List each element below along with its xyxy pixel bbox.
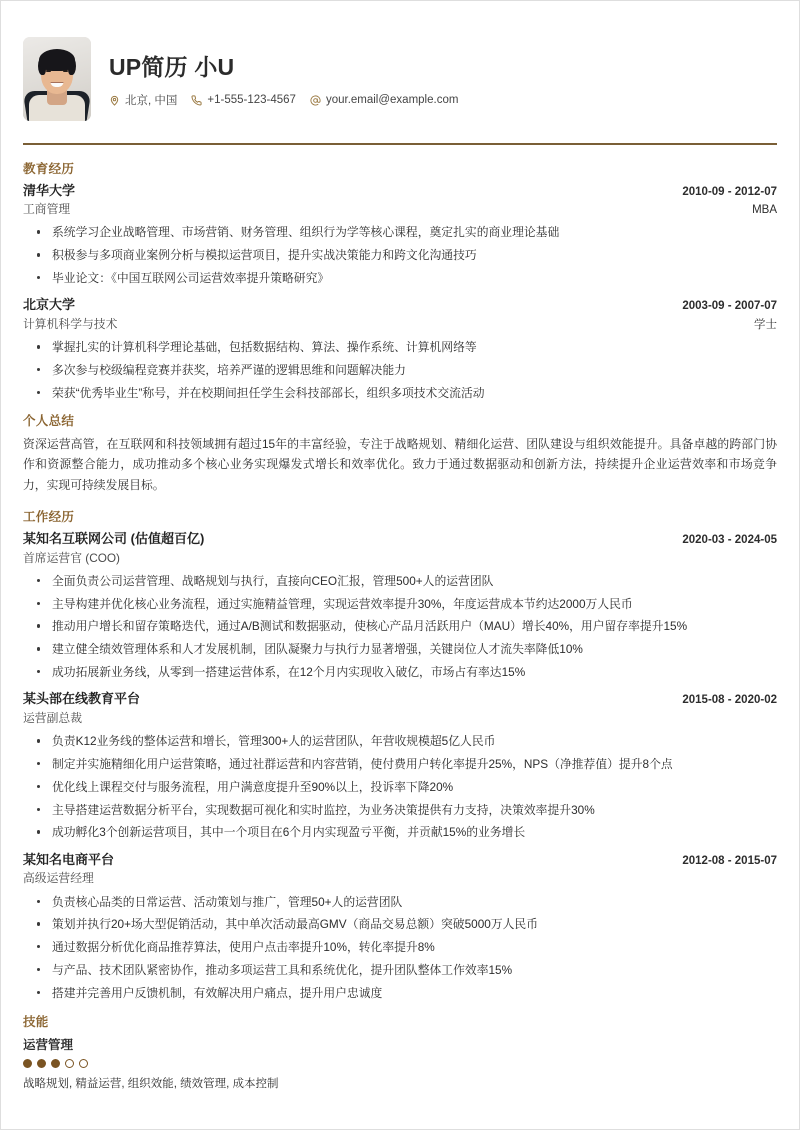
contact-phone-text: +1-555-123-4567 xyxy=(207,94,296,107)
education-degree: 学士 xyxy=(754,319,777,332)
list-item: 负责核心品类的日常运营、活动策划与推广，管理50+人的运营团队 xyxy=(23,893,777,911)
experience-company: 某知名电商平台 xyxy=(23,851,115,867)
list-item: 主导构建并优化核心业务流程，通过实施精益管理，实现运营效率提升30%，年度运营成本节约达2000万人民币 xyxy=(23,595,777,613)
list-item: 推动用户增长和留存策略迭代，通过A/B测试和数据驱动，使核心产品月活跃用户（MAU）增长40%，用户留存率提升15% xyxy=(23,617,777,635)
skill-tags: 战略规划, 精益运营, 组织效能, 绩效管理, 成本控制 xyxy=(23,1077,279,1090)
list-item: 掌握扎实的计算机科学理论基础，包括数据结构、算法、操作系统、计算机网络等 xyxy=(23,338,777,356)
list-item: 负责K12业务线的整体运营和增长，管理300+人的运营团队，年营收规模超5亿人民币 xyxy=(23,732,777,750)
education-major: 工商管理 xyxy=(23,202,71,217)
skill-level-dot xyxy=(79,1059,88,1068)
list-item: 毕业论文：《中国互联网公司运营效率提升策略研究》 xyxy=(23,269,777,287)
list-item: 建立健全绩效管理体系和人才发展机制，团队凝聚力与执行力显著增强，关键岗位人才流失率降低10% xyxy=(23,640,777,658)
education-school: 清华大学 xyxy=(23,182,76,198)
section-title-education: 教育经历 xyxy=(23,161,75,176)
section-experience xyxy=(23,507,777,1002)
entry-header xyxy=(23,851,777,870)
section-title-experience: 工作经历 xyxy=(23,509,75,524)
experience-company: 某知名互联网公司 (估值超百亿) xyxy=(23,530,205,546)
list-item: 制定并实施精细化用户运营策略，通过社群运营和内容营销，使付费用户转化率提升25%，NPS（净推荐值）提升8个点 xyxy=(23,755,777,773)
experience-title: 首席运营官 (COO) xyxy=(23,550,120,565)
skill-level-rating xyxy=(23,1059,777,1068)
experience-date: 2020-03 - 2024-05 xyxy=(682,533,777,546)
header-divider xyxy=(23,143,777,145)
entry-subheader xyxy=(23,201,777,218)
experience-bullets xyxy=(23,572,777,681)
contact-phone xyxy=(191,94,296,106)
list-item: 多次参与校级编程竞赛并获奖，培养严谨的逻辑思维和问题解决能力 xyxy=(23,361,777,379)
education-bullets xyxy=(23,338,777,402)
list-item: 通过数据分析优化商品推荐算法，使用户点击率提升10%，转化率提升8% xyxy=(23,938,777,956)
experience-date: 2012-08 - 2015-07 xyxy=(682,854,777,867)
resume-header xyxy=(23,1,777,139)
education-date: 2010-09 - 2012-07 xyxy=(682,185,777,198)
contact-location-text: 北京, 中国 xyxy=(125,95,178,108)
list-item: 主导搭建运营数据分析平台，实现数据可视化和实时监控，为业务决策提供有力支持，决策效率提升30% xyxy=(23,801,777,819)
experience-title: 高级运营经理 xyxy=(23,871,94,886)
experience-title: 运营副总裁 xyxy=(23,711,82,726)
education-degree: MBA xyxy=(752,204,777,217)
experience-date: 2015-08 - 2020-02 xyxy=(682,694,777,707)
entry-subheader xyxy=(23,710,777,727)
contact-email-text: your.email@example.com xyxy=(325,94,459,107)
education-major: 计算机科学与技术 xyxy=(23,317,118,332)
list-item: 积极参与多项商业案例分析与模拟运营项目，提升实战决策能力和跨文化沟通技巧 xyxy=(23,246,777,264)
skill-level-dot xyxy=(37,1059,46,1068)
contact-list xyxy=(109,92,458,108)
education-entry xyxy=(23,182,777,288)
skill-level-dot xyxy=(65,1059,74,1068)
identity-block xyxy=(109,50,458,109)
list-item: 优化线上课程交付与服务流程，用户满意度提升至90%以上，投诉率下降20% xyxy=(23,778,777,796)
skill-level-dot xyxy=(51,1059,60,1068)
section-title-skills: 技能 xyxy=(23,1014,49,1029)
phone-icon xyxy=(191,95,202,106)
list-item: 策划并执行20+场大型促销活动，其中单次活动最高GMV（商品交易总额）突破5000万人民币 xyxy=(23,915,777,933)
contact-email xyxy=(310,94,458,106)
education-entry xyxy=(23,296,777,402)
list-item: 搭建并完善用户反馈机制，有效解决用户痛点，提升用户忠诚度 xyxy=(23,984,777,1002)
skill-level-dot xyxy=(23,1059,32,1068)
experience-entry xyxy=(23,530,777,681)
experience-entry xyxy=(23,851,777,1002)
entry-subheader xyxy=(23,870,777,887)
contact-location xyxy=(109,92,177,108)
photo-hair xyxy=(39,49,75,71)
entry-header xyxy=(23,530,777,549)
experience-bullets xyxy=(23,732,777,841)
summary-text: 资深运营高管，在互联网和科技领域拥有超过15年的丰富经验，专注于战略规划、精细化运营、团队建设与组织效能提升。具备卓越的跨部门协作和资源整合能力，成功推动多个核心业务实现爆发式增长和效率优化。致力于通过数据驱动和创新方法，持续提升企业运营效率和市场竞争力，实现可持续发展目标。 xyxy=(23,437,777,492)
education-date: 2003-09 - 2007-07 xyxy=(682,300,777,313)
list-item: 成功孵化3个创新运营项目，其中一个项目在6个月内实现盈亏平衡，并贡献15%的业务增长 xyxy=(23,823,777,841)
list-item: 全面负责公司运营管理、战略规划与执行，直接向CEO汇报，管理500+人的运营团队 xyxy=(23,572,777,590)
education-bullets xyxy=(23,223,777,287)
section-title-summary: 个人总结 xyxy=(23,414,75,429)
list-item: 荣获“优秀毕业生”称号，并在校期间担任学生会科技部部长，组织多项技术交流活动 xyxy=(23,384,777,402)
avatar xyxy=(23,37,91,121)
person-name: UP简历 小U xyxy=(109,53,235,80)
list-item: 与产品、技术团队紧密协作，推动多项运营工具和系统优化，提升团队整体工作效率15% xyxy=(23,961,777,979)
entry-subheader xyxy=(23,550,777,567)
email-at-icon xyxy=(310,95,321,106)
entry-subheader xyxy=(23,316,777,333)
skill-group xyxy=(23,1035,777,1093)
location-pin-icon xyxy=(109,95,120,106)
education-school: 北京大学 xyxy=(23,297,76,313)
experience-company: 某头部在线教育平台 xyxy=(23,691,141,707)
entry-header xyxy=(23,690,777,709)
list-item: 成功拓展新业务线，从零到一搭建运营体系，在12个月内实现收入破亿，市场占有率达15% xyxy=(23,663,777,681)
experience-entry xyxy=(23,690,777,841)
section-summary xyxy=(23,411,777,495)
section-skills xyxy=(23,1012,777,1093)
entry-header xyxy=(23,182,777,201)
skill-group-name: 运营管理 xyxy=(23,1037,74,1052)
section-education xyxy=(23,159,777,403)
list-item: 系统学习企业战略管理、市场营销、财务管理、组织行为学等核心课程，奠定扎实的商业理论基础 xyxy=(23,223,777,241)
experience-bullets xyxy=(23,893,777,1002)
entry-header xyxy=(23,296,777,315)
